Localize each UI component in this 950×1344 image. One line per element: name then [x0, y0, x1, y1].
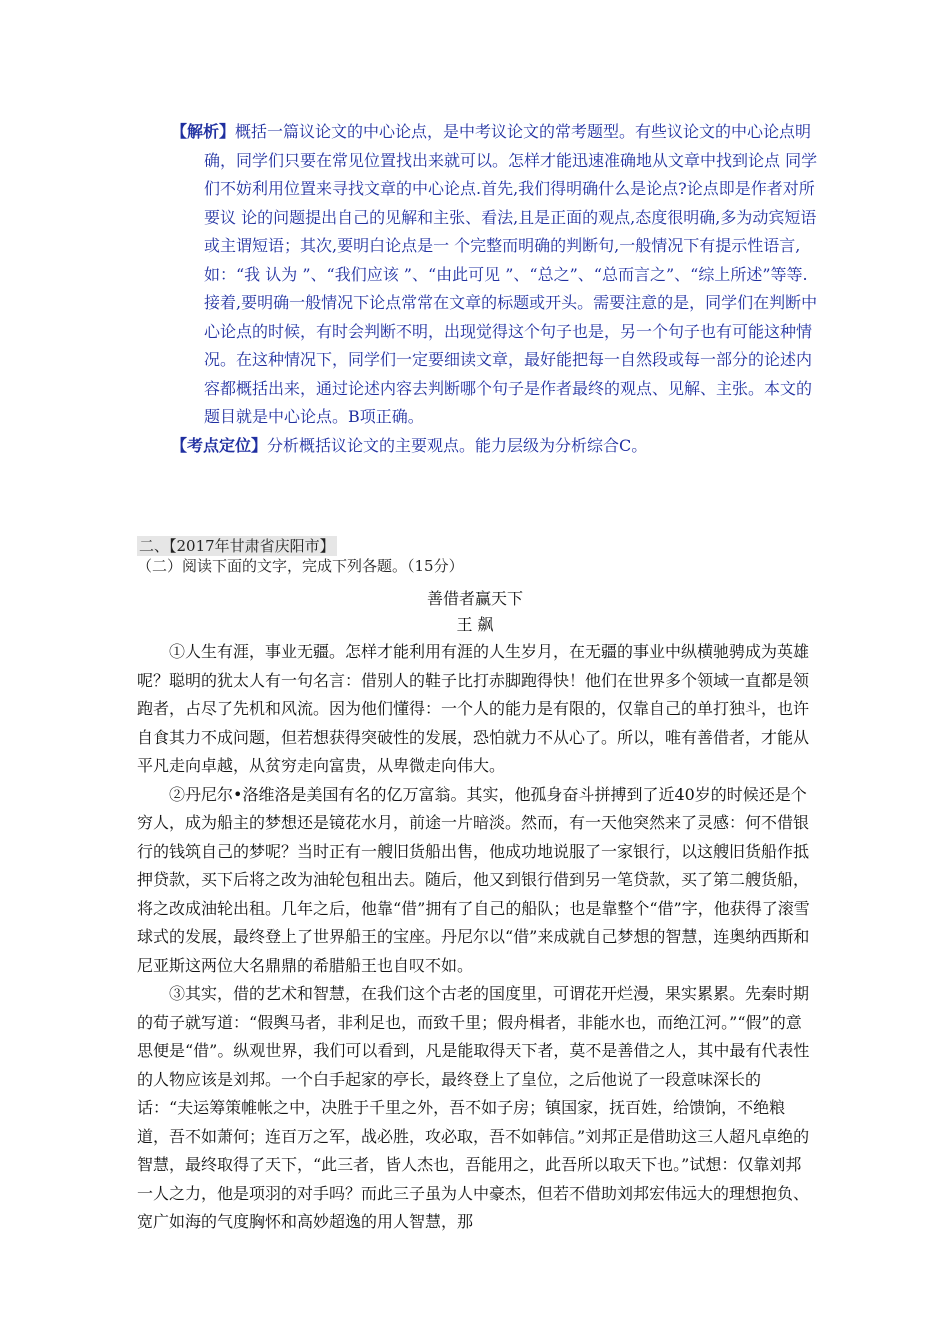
essay-paragraph-1: ①人生有涯，事业无疆。怎样才能利用有涯的人生岁月，在无疆的事业中纵横驰骋成为英雄呢？聪明的犹太人有一句名言：借别人的鞋子比打赤脚跑得快！他们在世界多个领域一直都是领跑者，占尽了先机和风流。因为他们懂得：一个人的能力是有限的，仅靠自己的单打独斗，也许自食其力不成问题，但若想获得突破性的发展，恐怕就力不从心了。所以，唯有善借者，才能从平凡走向卓越，从贫穷走向富贵，从卑微走向伟大。 [137, 642, 810, 775]
answer-analysis [171, 118, 821, 460]
essay-title: 善借者赢天下 [426, 589, 523, 608]
section-heading: 二、【2017年甘肃省庆阳市】 [139, 537, 335, 555]
essay-paragraph-3: ③其实，借的艺术和智慧，在我们这个古老的国度里，可谓花开烂漫，果实累累。先秦时期的荀子就写道：“假舆马者，非利足也，而致千里；假舟楫者，非能水也，而绝江河。”“假”的意思便是“借”。纵观世界，我们可以看到，凡是能取得天下者，莫不是善借之人，其中最有代表性的人物应该是刘邦。一个白手起家的亭长，最终登上了皇位，之后他说了一段意味深长的话：“夫运筹策帷帐之中，决胜于千里之外，吾不如子房；镇国家，抚百姓，给馈饷，不绝粮道，吾不如萧何；连百万之军，战必胜，攻必取，吾不如韩信。”刘邦正是借助这三人超凡卓绝的智慧，最终取得了天下，“此三者，皆人杰也，吾能用之，此吾所以取天下也。”试想：仅靠刘邦一人之力，他是项羽的对手吗？而此三子虽为人中豪杰，但若不借助刘邦宏伟远大的理想抱负、宽广如海的气度胸怀和高妙超逸的用人智慧，那 [137, 984, 810, 1231]
essay-paragraph-2: ②丹尼尔•洛维洛是美国有名的亿万富翁。其实，他孤身奋斗拼搏到了近40岁的时候还是个穷人，成为船主的梦想还是镜花水月，前途一片暗淡。然而，有一天他突然来了灵感：何不借银行的钱筑自己的梦呢？当时正有一艘旧货船出售，他成功地说服了一家银行，以这艘旧货船作抵押贷款，买下后将之改为油轮包租出去。随后，他又到银行借到另一笔贷款，买了第二艘货船，将之改成油轮出租。几年之后，他靠“借”拥有了自己的船队；也是靠整个“借”字，他获得了滚雪球式的发展，最终登上了世界船王的宝座。丹尼尔以“借”来成就自己梦想的智慧，连奥纳西斯和尼亚斯这两位大名鼎鼎的希腊船王也自叹不如。 [137, 784, 810, 975]
kaodian-block [171, 432, 821, 461]
analysis-text: 概括一篇议论文的中心论点，是中考议论文的常考题型。有些议论文的中心论点明确，同学们只要在常见位置找出来就可以。怎样才能迅速准确地从文章中找到论点 同学们不妨利用位置来寻找文章的中心论点.首先,我们得明确什么是论点?论点即是作者对所要议 论的问题提出自己的见解和主张、看法,且是正面的观点,态度很明确,多为动宾短语或主谓短语；其次,要明白论点是一 个完整而明确的判断句,一般情况下有提示性语言,如：“我 认为 ”、“我们应该 ”、“由此可见 ”、“总之”、“总而言之”、“综上所述”等等.接着,要明确一般情况下论点常常在文章的标题或开头。需要注意的是，同学们在判断中心论点的时候，有时会判断不明，出现觉得这个句子也是，另一个句子也有可能这种情况。在这种情况下，同学们一定要细读文章，最好能把每一自然段或每一部分的论述内容都概括出来，通过论述内容去判断哪个句子是作者最终的观点、见解、主张。本文的题目就是中心论点。B项正确。 [204, 122, 818, 426]
question-instruction: （二）阅读下面的文字，完成下列各题。（15分） [137, 557, 464, 575]
kaodian-label: 【考点定位】 [171, 435, 268, 455]
analysis-label: 【解析】 [171, 122, 236, 141]
essay-author: 王 飙 [456, 615, 494, 634]
essay-body [137, 638, 817, 1237]
analysis-block [171, 118, 821, 432]
kaodian-text: 分析概括议论文的主要观点。能力层级为分析综合C。 [267, 435, 648, 455]
